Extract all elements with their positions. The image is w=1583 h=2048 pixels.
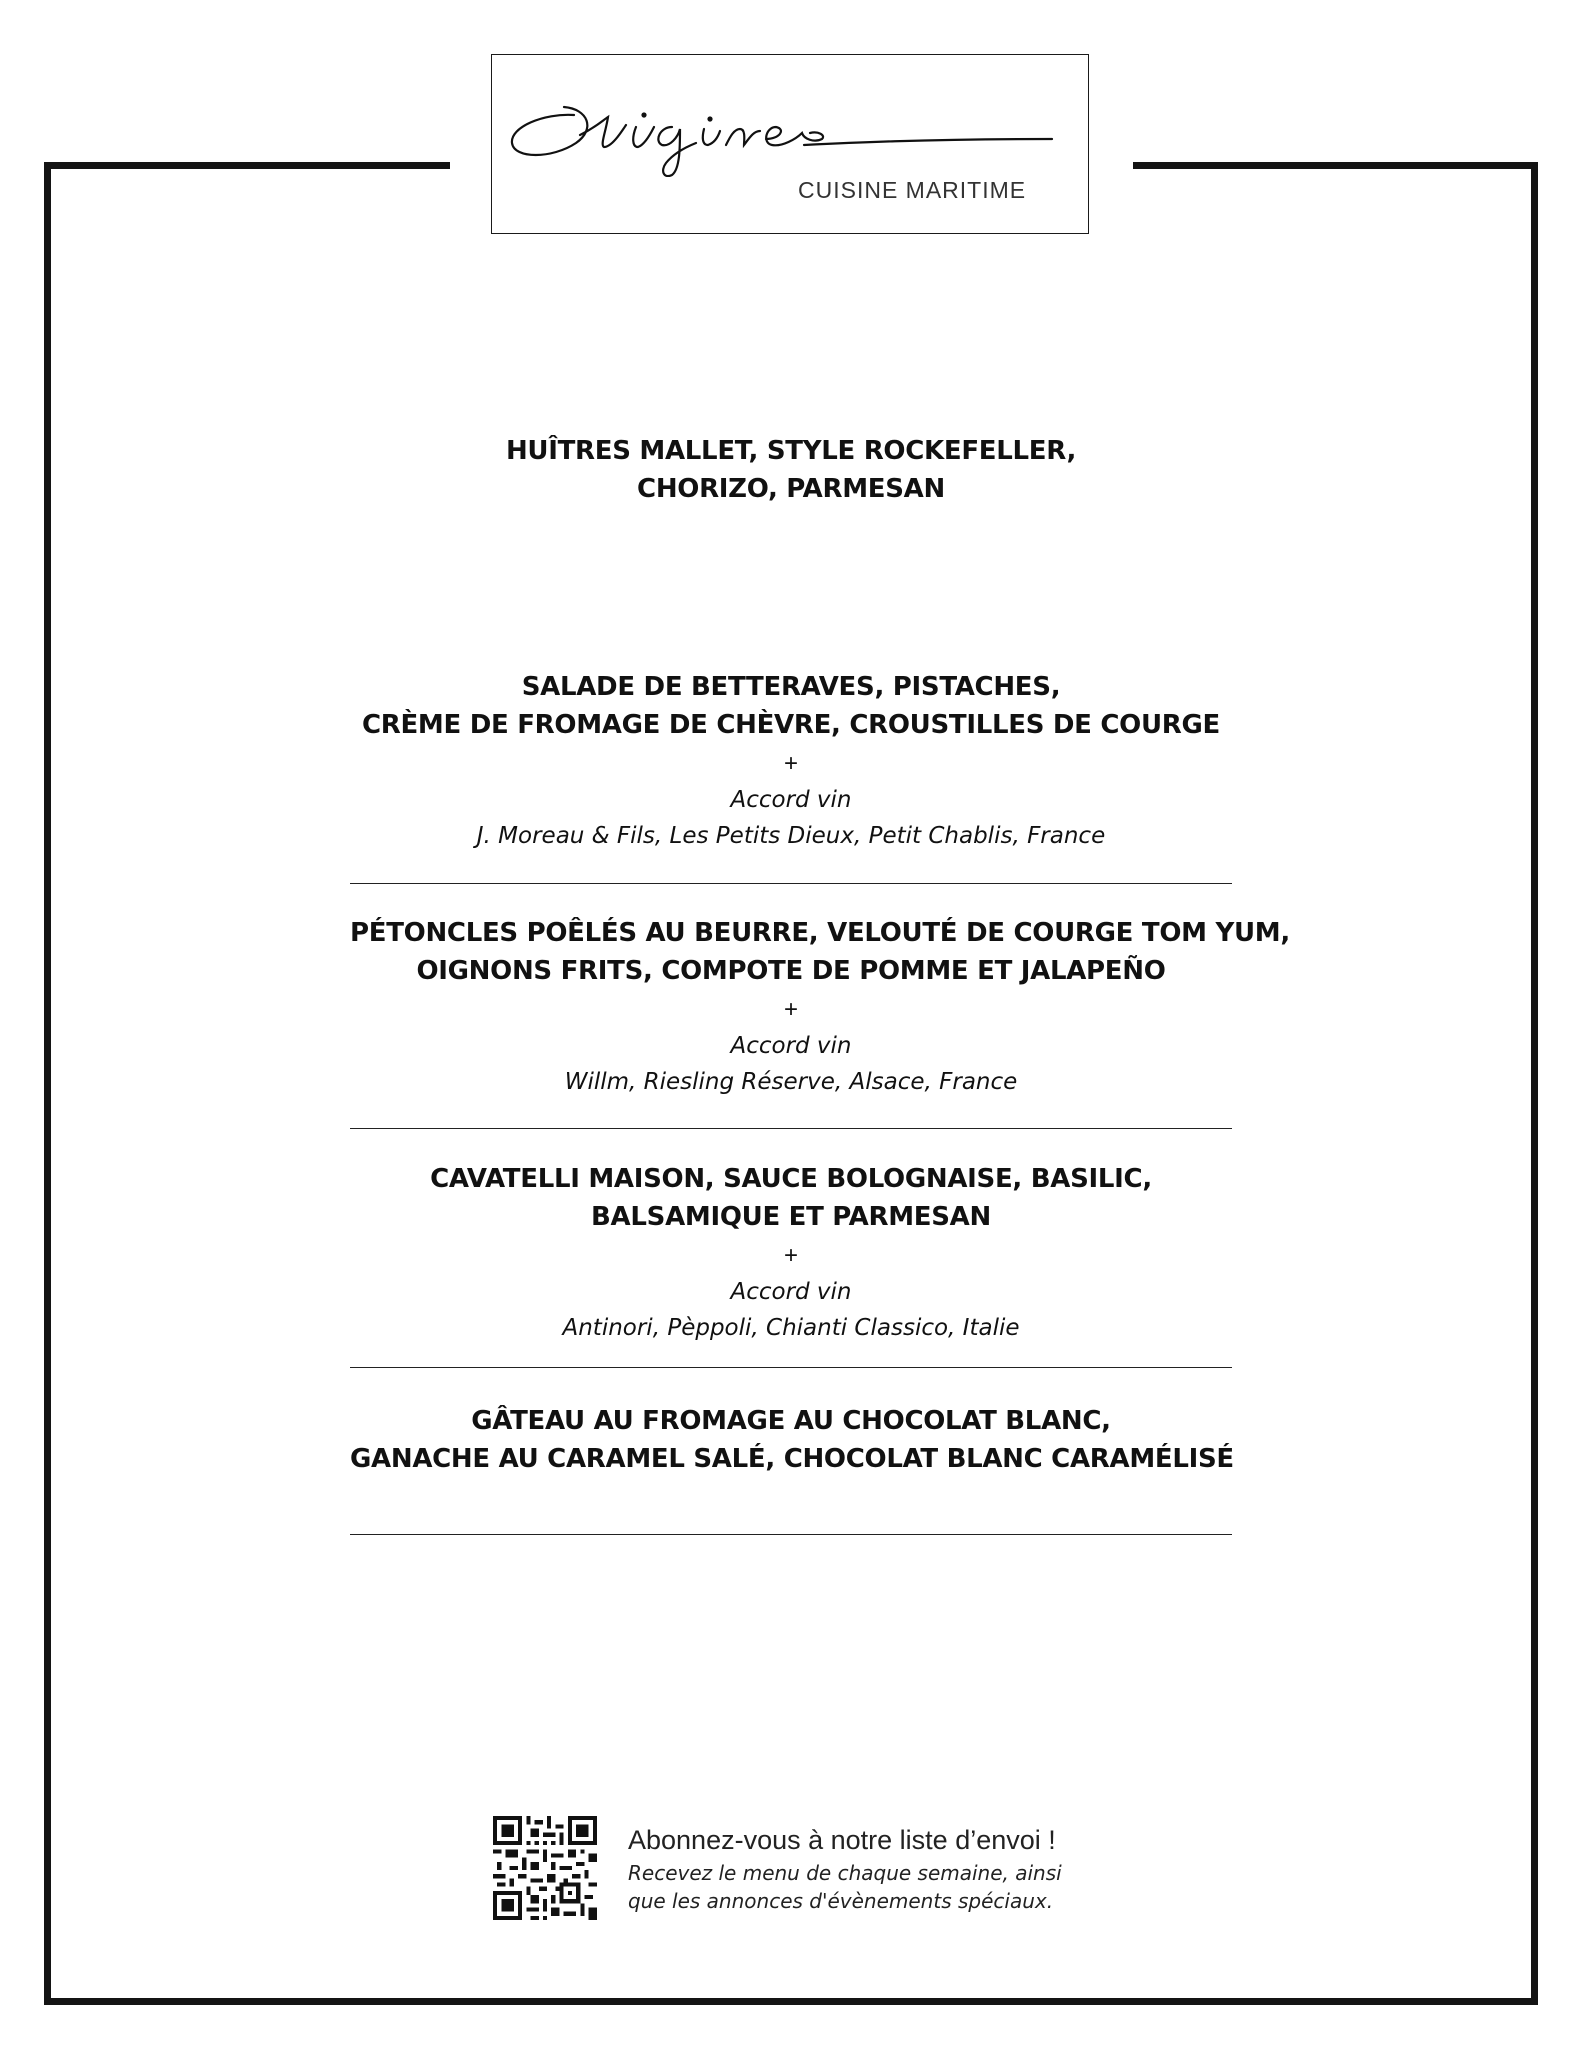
wine-name: Willm, Riesling Réserve, Alsace, France (564, 1069, 1018, 1095)
wine-pairing-label: Accord vin (730, 787, 852, 813)
origines-script-logo (504, 87, 1064, 177)
dish-line: PÉTONCLES POÊLÉS AU BEURRE, VELOUTÉ DE COURGE TOM YUM, (350, 918, 1290, 948)
newsletter-signup (628, 1821, 1148, 1915)
divider (350, 1128, 1232, 1129)
course-2 (350, 668, 1232, 854)
wine-name: Antinori, Pèppoli, Chianti Classico, Italie (562, 1315, 1020, 1341)
dish-title (350, 432, 1232, 508)
qr-code-icon[interactable] (493, 1816, 597, 1920)
logo-subtitle: CUISINE MARITIME (798, 177, 1027, 203)
dish-line: CHORIZO, PARMESAN (637, 474, 945, 504)
dish-line: GÂTEAU AU FROMAGE AU CHOCOLAT BLANC, (471, 1406, 1111, 1436)
newsletter-title: Abonnez-vous à notre liste d’envoi ! (628, 1825, 1056, 1855)
plus-sign: + (783, 750, 798, 777)
divider (350, 883, 1232, 884)
dish-line: OIGNONS FRITS, COMPOTE DE POMME ET JALAPEÑO (416, 956, 1166, 986)
dish-line: BALSAMIQUE ET PARMESAN (591, 1202, 991, 1232)
dish-title (350, 1160, 1232, 1236)
newsletter-note-line: que les annonces d'évènements spéciaux. (628, 1889, 1054, 1913)
wine-pairing-label: Accord vin (730, 1033, 852, 1059)
plus-sign: + (783, 1242, 798, 1269)
dish-title (350, 1402, 1232, 1478)
divider (350, 1534, 1232, 1535)
dish-line: GANACHE AU CARAMEL SALÉ, CHOCOLAT BLANC CARAMÉLISÉ (350, 1444, 1234, 1474)
course-3 (350, 914, 1290, 1100)
plus-sign: + (783, 996, 798, 1023)
wine-name: J. Moreau & Fils, Les Petits Dieux, Petit Chablis, France (476, 823, 1106, 849)
divider (350, 1367, 1232, 1368)
dish-line: SALADE DE BETTERAVES, PISTACHES, (521, 672, 1061, 702)
course-1 (350, 432, 1232, 508)
course-4 (350, 1160, 1232, 1346)
wine-pairing-label: Accord vin (730, 1279, 852, 1305)
dish-line: CRÈME DE FROMAGE DE CHÈVRE, CROUSTILLES DE COURGE (361, 710, 1221, 740)
course-5 (350, 1402, 1232, 1478)
logo (491, 54, 1089, 234)
newsletter-note-line: Recevez le menu de chaque semaine, ainsi (628, 1861, 1062, 1885)
dish-line: CAVATELLI MAISON, SAUCE BOLOGNAISE, BASILIC, (430, 1164, 1152, 1194)
dish-title (350, 668, 1232, 744)
dish-line: HUÎTRES MALLET, STYLE ROCKEFELLER, (505, 436, 1077, 466)
dish-title (350, 914, 1290, 990)
